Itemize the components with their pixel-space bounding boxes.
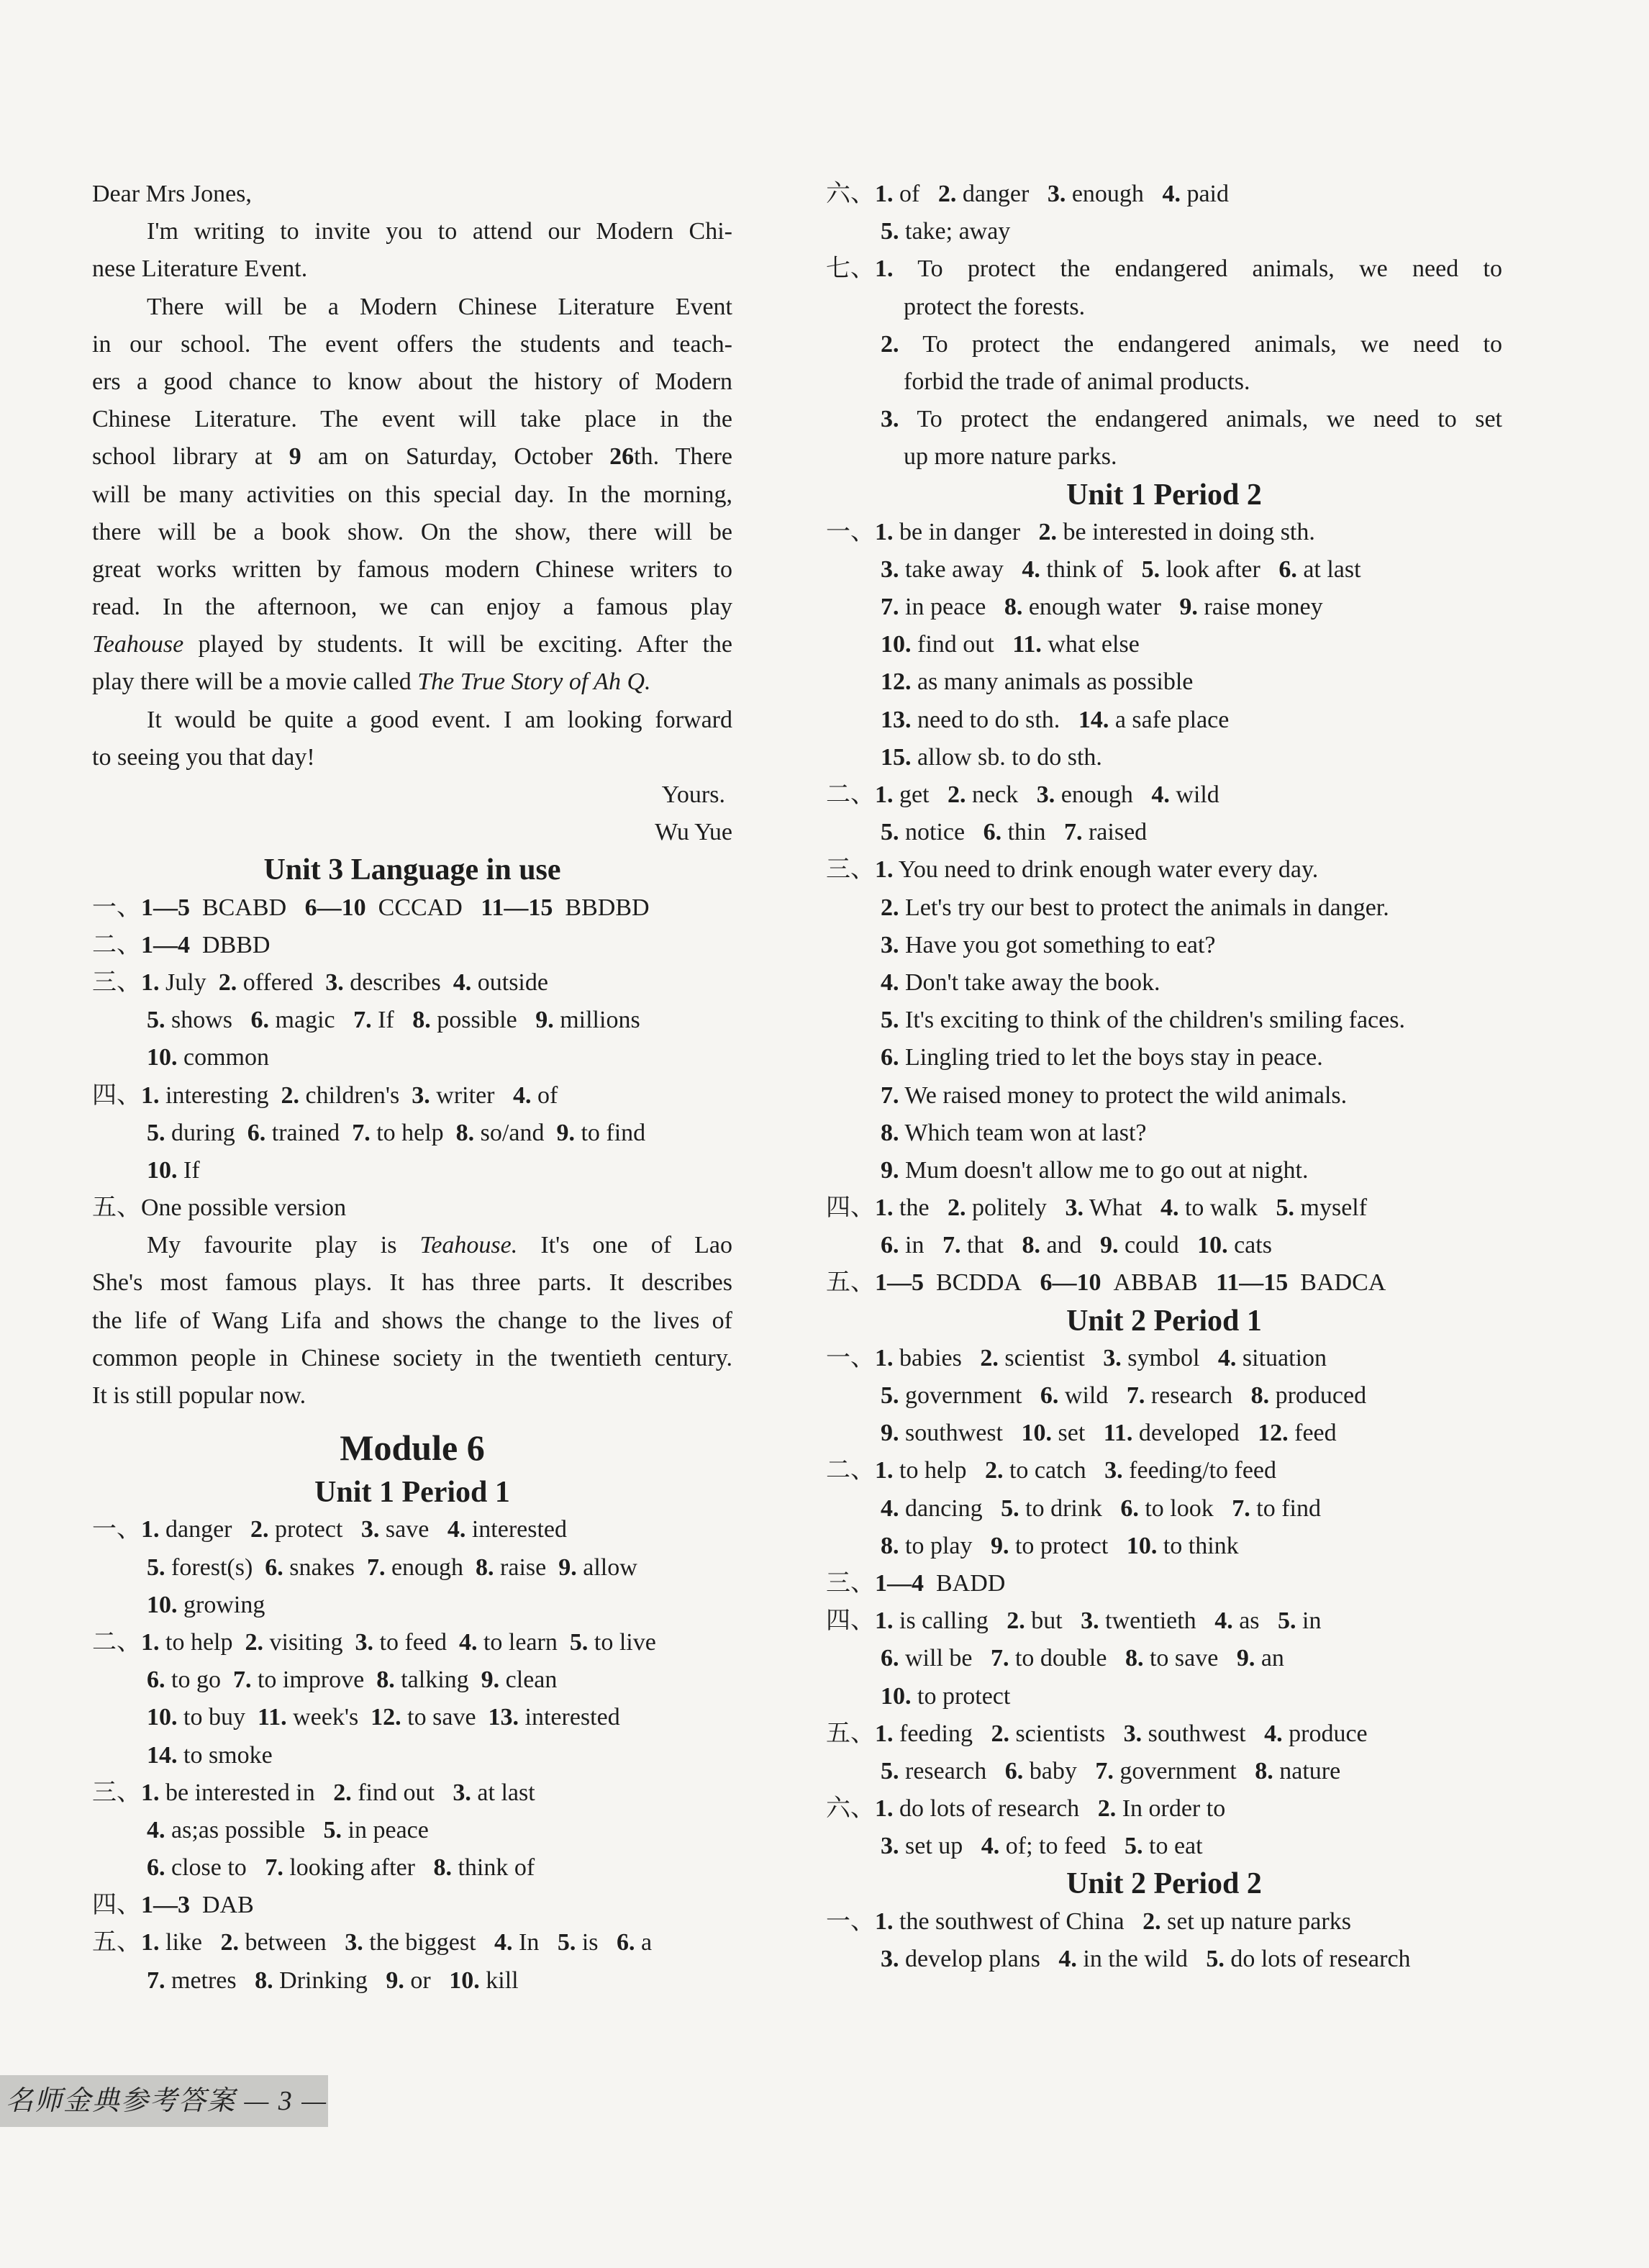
answer-row: forbid the trade of animal products. [904, 368, 1250, 395]
answer-row: 6. in 7. that 8. and 9. could 10. cats [881, 1232, 1272, 1259]
answer-row: 4. Don't take away the book. [881, 969, 1160, 996]
answer-row: 6. to go 7. to improve 8. talking 9. clean [147, 1666, 558, 1694]
letter-line: There will be a Modern Chinese Literature Event [147, 293, 732, 320]
answer-row: 10. common [147, 1044, 269, 1071]
answer-row: 10. to buy 11. week's 12. to save 13. interested [147, 1704, 620, 1731]
answer-row: 15. allow sb. to do sth. [881, 743, 1102, 771]
answer-row: 一、1. be in danger 2. be interested in doing sth. [826, 518, 1315, 545]
answer-row: 3. To protect the endangered animals, we need to set [881, 406, 1502, 433]
letter-line: in our school. The event offers the students and teach- [92, 330, 732, 358]
section-title: Unit 2 Period 1 [1066, 1304, 1262, 1338]
answer-row: 一、1. danger 2. protect 3. save 4. interested [92, 1516, 568, 1543]
answer-row: 5. government 6. wild 7. research 8. produced [881, 1382, 1367, 1409]
letter-line: Teahouse played by students. It will be exciting. After the [92, 631, 732, 658]
answer-row: 5. take; away [881, 218, 1011, 245]
answer-row: 四、1—3 DAB [92, 1892, 254, 1919]
answer-row: 5. notice 6. thin 7. raised [881, 819, 1148, 846]
essay-line: common people in Chinese society in the twentieth century. [92, 1344, 732, 1371]
answer-row: 四、1. is calling 2. but 3. twentieth 4. as 5. in [826, 1607, 1322, 1635]
right-column [826, 176, 1502, 1978]
answer-row: up more nature parks. [904, 443, 1117, 471]
answer-row: 6. Lingling tried to let the boys stay in peace. [881, 1044, 1323, 1071]
answer-row: protect the forests. [904, 293, 1086, 320]
answer-row: 7. metres 8. Drinking 9. or 10. kill [147, 1967, 519, 1994]
letter-line: school library at 9 am on Saturday, October 26th. There [92, 443, 732, 471]
answer-row: 2. Let's try our best to protect the animals in danger. [881, 894, 1389, 921]
answer-row: 四、1. interesting 2. children's 3. writer 4. of [92, 1081, 558, 1109]
answer-row: 五、1. like 2. between 3. the biggest 4. In 5. is 6. a [92, 1929, 653, 1956]
answer-row: 一、1. babies 2. scientist 3. symbol 4. situation [826, 1344, 1327, 1371]
answer-row: 5. forest(s) 6. snakes 7. enough 8. raise 9. allow [147, 1553, 637, 1581]
letter-line: I'm writing to invite you to attend our Modern Chi- [147, 218, 732, 245]
answer-row: 10. If [147, 1156, 200, 1184]
answer-row: 5. shows 6. magic 7. If 8. possible 9. millions [147, 1007, 640, 1034]
letter-line: Chinese Literature. The event will take place in the [92, 406, 732, 433]
answer-row: 二、1—4 DBBD [92, 931, 271, 958]
answer-row: 三、1—4 BADD [826, 1569, 1006, 1597]
answer-row: 4. dancing 5. to drink 6. to look 7. to find [881, 1494, 1321, 1522]
answer-row: 三、1. be interested in 2. find out 3. at last [92, 1779, 535, 1806]
letter-line: play there will be a movie called The True Story of Ah Q. [92, 668, 651, 696]
answer-row: 9. southwest 10. set 11. developed 12. feed [881, 1420, 1337, 1447]
answer-row: 五、One possible version [92, 1194, 347, 1222]
answer-row: 三、1. You need to drink enough water every day. [826, 856, 1319, 884]
section-title: Unit 3 Language in use [263, 853, 561, 887]
letter-line: nese Literature Event. [92, 255, 308, 283]
answer-row: 六、1. of 2. danger 3. enough 4. paid [826, 181, 1229, 207]
answer-row: 五、1—5 BCDDA 6—10 ABBAB 11—15 BADCA [826, 1269, 1386, 1297]
section-title: Unit 2 Period 2 [1066, 1867, 1262, 1901]
answer-row: 三、1. July 2. offered 3. describes 4. outside [92, 969, 548, 996]
letter-signature: Wu Yue [655, 819, 732, 846]
answer-row: 二、1. to help 2. to catch 3. feeding/to feed [826, 1457, 1277, 1484]
answer-row: 5. during 6. trained 7. to help 8. so/and 9. to find [147, 1119, 646, 1146]
answer-row: 5. It's exciting to think of the children's smiling faces. [881, 1007, 1405, 1034]
answer-row: 3. take away 4. think of 5. look after 6. at last [881, 555, 1361, 583]
answer-row: 七、1. To protect the endangered animals, we need to [826, 255, 1502, 283]
answer-row: 3. develop plans 4. in the wild 5. do lots of research [881, 1945, 1411, 1972]
essay-line: My favourite play is Teahouse. It's one of Lao [147, 1232, 732, 1259]
answer-row: 3. Have you got something to eat? [881, 931, 1216, 958]
page-footer: 名师金典参考答案 — 3 — [0, 2075, 328, 2127]
answer-row: 二、1. get 2. neck 3. enough 4. wild [826, 781, 1219, 808]
answer-row: 五、1. feeding 2. scientists 3. southwest 4. produce [826, 1720, 1368, 1747]
answer-row: 10. find out 11. what else [881, 631, 1140, 658]
answer-row: 六、1. do lots of research 2. In order to [826, 1795, 1226, 1823]
answer-row: 9. Mum doesn't allow me to go out at night. [881, 1156, 1309, 1184]
essay-line: It is still popular now. [92, 1382, 306, 1409]
answer-row: 10. to protect [881, 1682, 1011, 1710]
section-title: Unit 1 Period 2 [1066, 478, 1262, 512]
answer-row: 6. will be 7. to double 8. to save 9. an [881, 1645, 1284, 1672]
answer-row: 一、1. the southwest of China 2. set up nature parks [826, 1908, 1351, 1935]
answer-row: 7. in peace 8. enough water 9. raise money [881, 594, 1323, 621]
letter-line: will be many activities on this special day. In the morning, [92, 481, 732, 508]
answer-row: 14. to smoke [147, 1741, 273, 1769]
essay-line: the life of Wang Lifa and shows the change to the lives of [92, 1307, 732, 1334]
section-title: Unit 1 Period 1 [314, 1476, 510, 1510]
letter-line: there will be a book show. On the show, there will be [92, 518, 732, 545]
essay-line: She's most famous plays. It has three parts. It describes [92, 1269, 732, 1297]
letter-closing: Yours. [661, 781, 725, 808]
answer-row: 4. as;as possible 5. in peace [147, 1816, 429, 1843]
letter-line: great works written by famous modern Chinese writers to [92, 555, 732, 583]
answer-row: 8. Which team won at last? [881, 1119, 1147, 1146]
answer-row: 一、1—5 BCABD 6—10 CCCAD 11—15 BBDBD [92, 894, 650, 921]
answer-row: 6. close to 7. looking after 8. think of [147, 1854, 535, 1882]
module-title: Module 6 [340, 1428, 485, 1469]
letter-line: ers a good chance to know about the history of Modern [92, 368, 732, 395]
answer-row: 10. growing [147, 1591, 265, 1618]
letter-line: It would be quite a good event. I am looking forward [147, 706, 732, 733]
left-column [92, 176, 732, 2000]
answer-row: 7. We raised money to protect the wild animals. [881, 1081, 1348, 1109]
answer-row: 四、1. the 2. politely 3. What 4. to walk 5. myself [826, 1194, 1368, 1222]
answer-row: 13. need to do sth. 14. a safe place [881, 706, 1230, 733]
letter-line: read. In the afternoon, we can enjoy a famous play [92, 594, 732, 621]
answer-row: 8. to play 9. to protect 10. to think [881, 1532, 1239, 1559]
answer-row: 3. set up 4. of; to feed 5. to eat [881, 1833, 1203, 1860]
letter-greeting: Dear Mrs Jones, [92, 181, 252, 207]
answer-row: 5. research 6. baby 7. government 8. nature [881, 1757, 1341, 1784]
answer-row: 二、1. to help 2. visiting 3. to feed 4. to learn 5. to live [92, 1628, 656, 1656]
answer-row: 2. To protect the endangered animals, we need to [881, 330, 1502, 358]
answer-row: 12. as many animals as possible [881, 668, 1194, 696]
letter-line: to seeing you that day! [92, 743, 315, 771]
